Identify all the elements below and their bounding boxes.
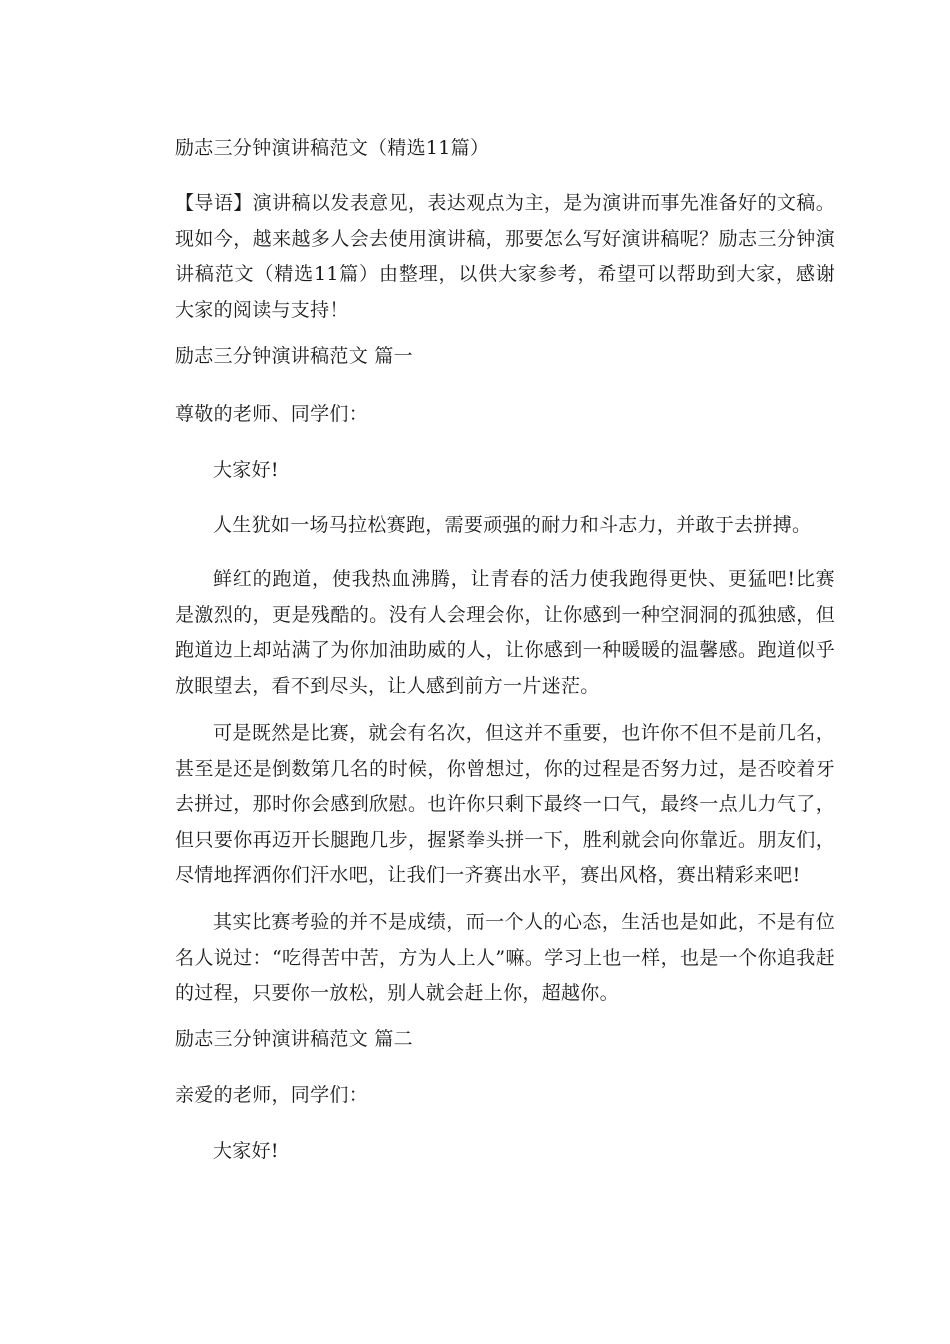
body-paragraph-4: 其实比赛考验的并不是成绩，而一个人的心态，生活也是如此，不是有位名人说过：“吃得苦中苦，方为人上人”嘛。学习上也一样，也是一个你追我赶的过程，只要你一放松，别人就会赶上你，超越你。 — [175, 911, 835, 1004]
body-paragraph-2: 鲜红的跑道，使我热血沸腾，让青春的活力使我跑得更快、更猛吧!比赛是激烈的，更是残酷的。没有人会理会你，让你感到一种空洞洞的孤独感，但跑道边上却站满了为你加油助威的人，让你感到一种暖暖的温馨感。跑道似乎放眼望去，看不到尽头，让人感到前方一片迷茫。 — [175, 568, 835, 697]
intro-paragraph: 【导语】演讲稿以发表意见，表达观点为主，是为演讲而事先准备好的文稿。现如今，越来越多人会去使用演讲稿，那要怎么写好演讲稿呢？励志三分钟演讲稿范文（精选11篇）由整理，以供大家参考，希望可以帮助到大家，感谢大家的阅读与支持！ — [175, 192, 835, 321]
body-paragraph-3: 可是既然是比赛，就会有名次，但这并不重要，也许你不但不是前几名，甚至是还是倒数第几名的时候，你曾想过，你的过程是否努力过，是否咬着牙去拼过，那时你会感到欣慰。也许你只剩下最终一口气，最终一点儿力气了，但只要你再迈开长腿跑几步，握紧拳头拼一下，胜利就会向你靠近。朋友们，尽情地挥洒你们汗水吧，让我们一齐赛出水平，赛出风格，赛出精彩来吧! — [175, 722, 835, 886]
section-heading-2: 励志三分钟演讲稿范文 篇二 — [175, 1028, 413, 1050]
body-paragraph-1: 人生犹如一场马拉松赛跑，需要顽强的耐力和斗志力，并敢于去拼搏。 — [213, 514, 812, 536]
greeting-2: 大家好! — [213, 1140, 279, 1162]
salutation-2: 亲爱的老师，同学们： — [175, 1084, 369, 1106]
section-heading-1: 励志三分钟演讲稿范文 篇一 — [175, 345, 413, 367]
document-title: 励志三分钟演讲稿范文（精选11篇） — [175, 137, 490, 159]
salutation-1: 尊敬的老师、同学们： — [175, 403, 369, 425]
greeting-1: 大家好! — [213, 459, 279, 481]
